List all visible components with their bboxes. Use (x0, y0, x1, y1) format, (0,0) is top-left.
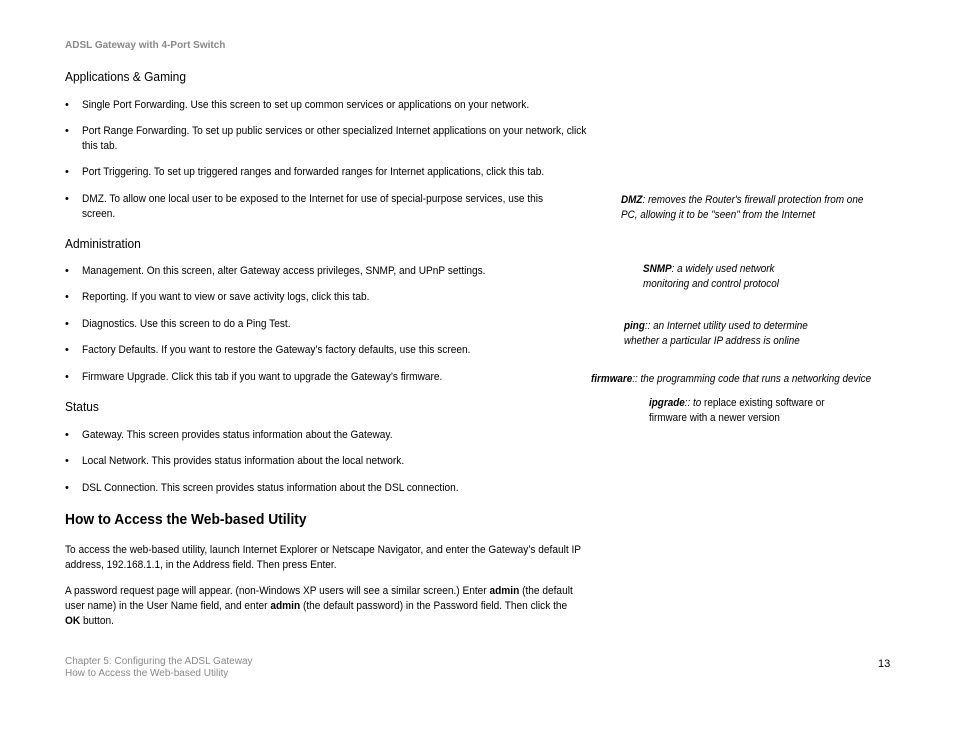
margin-note-ping: ping:: an Internet utility used to determine whether a particular IP address is online (624, 320, 808, 347)
footer-chapter: Chapter 5: Configuring the ADSL Gateway (65, 656, 253, 667)
margin-note-snmp: SNMP: a widely used network monitoring and control protocol (643, 263, 779, 290)
list-item: • Port Triggering. To set up triggered ranges and forwarded ranges for Internet applications, click this tab. (65, 166, 545, 178)
list-item: • Local Network. This provides status information about the local network. (65, 455, 405, 467)
list-item: • Reporting. If you want to view or save activity logs, click this tab. (65, 291, 370, 303)
section-heading-access: How to Access the Web-based Utility (65, 511, 307, 528)
list-item: • DSL Connection. This screen provides status information about the DSL connection. (65, 482, 459, 494)
margin-note-firmware: firmware:: the programming code that runs a networking device (591, 373, 872, 385)
page-number: 13 (878, 658, 891, 670)
paragraph-access-intro: To access the web-based utility, launch Internet Explorer or Netscape Navigator, and enter the Gateway’s default IP address, 192.168.1.1, in the Address field. Then press Enter. (65, 544, 581, 571)
paragraph-password: A password request page will appear. (non-Windows XP users will see a similar screen.) Enter admin (the default user name) in the User Name field, and enter admin (the default password) in the Password field. Then click the OK button. (65, 585, 573, 627)
running-header: ADSL Gateway with 4-Port Switch (65, 40, 226, 51)
margin-note-upgrade: ipgrade:: to replace existing software or firmware with a newer version (649, 397, 825, 424)
footer-section: How to Access the Web-based Utility (65, 668, 229, 679)
margin-note-dmz: DMZ: removes the Router's firewall protection from one PC, allowing it to be "seen" from the Internet (621, 194, 864, 221)
section-title-administration: Administration (65, 236, 141, 251)
page-footer (65, 656, 253, 680)
list-item: • DMZ. To allow one local user to be exposed to the Internet for use of special-purpose services, use this screen. (65, 193, 544, 220)
list-item: • Diagnostics. Use this screen to do a Ping Test. (65, 318, 291, 330)
list-item: • Port Range Forwarding. To set up public services or other specialized Internet applications on your network, click this tab. (65, 125, 587, 152)
section-title-status: Status (65, 399, 99, 414)
section-title-applications-gaming: Applications & Gaming (65, 69, 186, 84)
list-item: • Management. On this screen, alter Gateway access privileges, SNMP, and UPnP settings. (65, 265, 486, 277)
list-item: • Firmware Upgrade. Click this tab if you want to upgrade the Gateway’s firmware. (65, 371, 443, 383)
list-item: • Factory Defaults. If you want to restore the Gateway’s factory defaults, use this screen. (65, 344, 471, 356)
list-item: • Gateway. This screen provides status information about the Gateway. (65, 429, 393, 441)
list-item: • Single Port Forwarding. Use this screen to set up common services or applications on your network. (65, 99, 530, 111)
